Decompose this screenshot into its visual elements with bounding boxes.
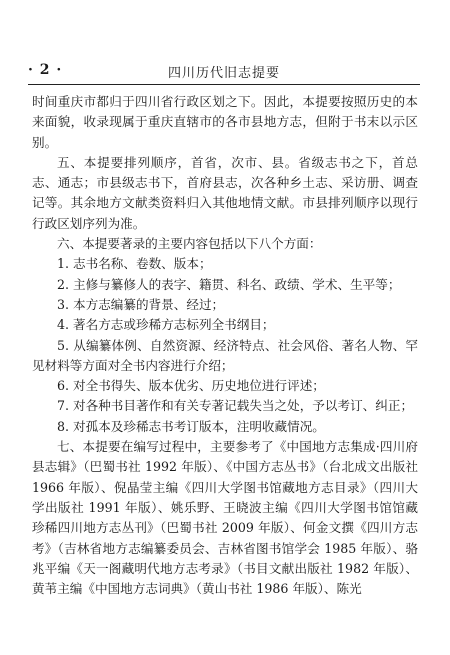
paragraph-section-5: 五、本提要排列顺序，首省，次市、县。省级志书之下，首总志、通志；市县级志书下，首府县志，次各种乡土志、采访册、调查记等。其余地方文献类资料归入其他地情文献。市县排列顺序以现行行政区划序列为准。 <box>32 154 418 231</box>
paragraph-section-7: 七、本提要在编写过程中，主要参考了《中国地方志集成·四川府县志辑》（巴蜀书社 1992 年版）、《中国方志丛书》（台北成文出版社 1966 年版）、倪晶莹主编《四川大学图书馆藏地方志目录》（四川大学出版社 1991 年版）、姚乐野、王晓波主编《四川大学图书馆馆藏珍稀四川地方志丛刊》（巴蜀书社 2009 年版）、何金文撰《四川方志考》（吉林省地方志编纂委员会、吉林省图书馆学会 1985 年版）、骆兆平编《天一阁藏明代地方志考录》（书目文献出版社 1982 年版）、黄苇主编《中国地方志词典》（黄山书社 1986 年版）、陈光 <box>32 439 418 597</box>
body-text <box>32 92 418 599</box>
list-item: 3. 本方志编纂的背景、经过； <box>57 296 225 312</box>
header-rule <box>28 84 420 85</box>
paragraph-section-6: 六、本提要著录的主要内容包括以下八个方面： <box>57 236 322 252</box>
page-number: · 2 · <box>28 62 63 78</box>
running-header <box>28 62 420 82</box>
list-item: 7. 对各种书目著作和有关专著记载失当之处，予以考订、纠正； <box>57 398 414 414</box>
list-item: 5. 从编纂体例、自然资源、经济特点、社会风俗、著名人物、罕见材料等方面对全书内容进行介绍； <box>32 337 418 373</box>
list-item: 4. 著名方志或珍稀方志标列全书纲目； <box>57 317 275 333</box>
list-item: 2. 主修与纂修人的表字、籍贯、科名、政绩、学术、生平等； <box>57 276 401 292</box>
list-item: 1. 志书名称、卷数、版本； <box>57 256 212 272</box>
book-title: 四川历代旧志提要 <box>167 66 280 81</box>
list-item: 6. 对全书得失、版本优劣、历史地位进行评述； <box>57 378 325 394</box>
paragraph-continued: 时间重庆市都归于四川省行政区划之下。因此，本提要按照历史的本来面貌，收录现属于重庆直辖市的各市县地方志，但附于书末以示区别。 <box>32 94 418 150</box>
list-item: 8. 对孤本及珍稀志书考订版本，注明收藏情况。 <box>57 418 325 434</box>
